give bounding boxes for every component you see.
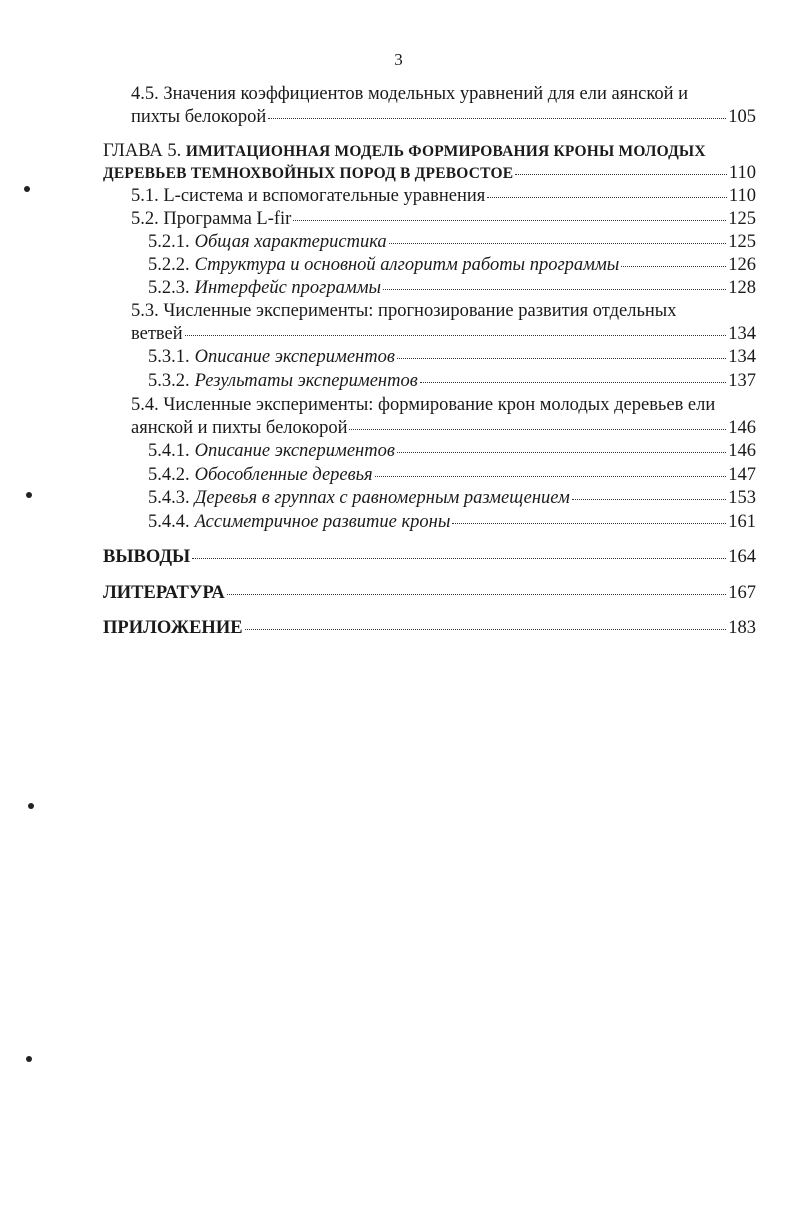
toc-entry-5-2[interactable] — [131, 208, 756, 230]
entry-title: Ассиметричное развитие кроны — [194, 512, 451, 532]
page-ref: 146 — [728, 418, 756, 438]
entry-number: 5.4.3. — [148, 488, 190, 508]
page-ref: 134 — [728, 347, 756, 367]
toc-entry-5-3[interactable] — [131, 323, 756, 345]
dot-leader — [452, 523, 726, 524]
chapter-prefix: ГЛАВА 5. — [103, 141, 182, 161]
dot-leader — [621, 266, 726, 267]
dot-leader — [420, 382, 727, 383]
toc-entry-5-3-2[interactable] — [148, 370, 756, 392]
page-ref: 146 — [728, 441, 756, 461]
toc-entry-5-4-2[interactable] — [148, 464, 756, 486]
page-ref: 147 — [728, 465, 756, 485]
entry-number: 5.4.2. — [148, 465, 190, 485]
entry-title: Результаты экспериментов — [194, 371, 418, 391]
page-ref: 125 — [728, 209, 756, 229]
page-ref: 153 — [728, 488, 756, 508]
entry-title: Описание экспериментов — [194, 441, 395, 461]
page-ref: 183 — [728, 618, 756, 638]
toc-entry-5-2-2[interactable] — [148, 254, 756, 276]
dot-leader — [268, 118, 726, 119]
entry-title-line2: аянской и пихты белокорой — [131, 418, 348, 438]
dot-leader — [375, 476, 727, 477]
page-ref: 134 — [728, 324, 756, 344]
dot-leader — [185, 335, 727, 336]
dot-leader — [192, 558, 726, 559]
entry-number: 5.3.1. — [148, 347, 190, 367]
toc-entry-5-1[interactable] — [131, 185, 756, 207]
entry-title: ЛИТЕРАТУРА — [103, 583, 225, 603]
dot-leader — [487, 197, 727, 198]
toc-chapter-5[interactable] — [103, 162, 756, 185]
dot-leader — [389, 243, 727, 244]
page-ref: 167 — [728, 583, 756, 603]
page-ref: 126 — [728, 255, 756, 275]
page-ref: 125 — [728, 232, 756, 252]
toc-entry-5-4-line1: 5.4. Численные эксперименты: формирование крон молодых деревьев ели — [131, 395, 716, 415]
entry-title: 5.2. Программа L-fir — [131, 209, 292, 229]
entry-title: 5.1. L-система и вспомогательные уравнения — [131, 186, 486, 206]
dot-leader — [227, 594, 727, 595]
entry-title: Обособленные деревья — [194, 465, 373, 485]
toc-conclusions[interactable] — [103, 546, 756, 568]
page-ref: 164 — [728, 547, 756, 567]
entry-number: 5.3.2. — [148, 371, 190, 391]
chapter-title-line2: ДЕРЕВЬЕВ ТЕМНОХВОЙНЫХ ПОРОД В ДРЕВОСТОЕ — [103, 165, 514, 182]
entry-title-line2: ветвей — [131, 324, 183, 344]
dot-leader — [572, 499, 726, 500]
page-ref: 137 — [728, 371, 756, 391]
chapter-title: ИМИТАЦИОННАЯ МОДЕЛЬ ФОРМИРОВАНИЯ КРОНЫ МОЛОДЫХ — [185, 143, 706, 160]
page-ref: 110 — [728, 163, 756, 183]
dot-leader — [349, 429, 726, 430]
page-ref: 110 — [728, 186, 756, 206]
toc-entry-5-2-1[interactable] — [148, 231, 756, 253]
entry-title: Описание экспериментов — [194, 347, 395, 367]
dot-leader — [397, 452, 726, 453]
page-ref: 128 — [728, 278, 756, 298]
dot-leader — [245, 629, 727, 630]
toc-entry-5-4-3[interactable] — [148, 487, 756, 509]
toc-entry-4-5-line1: 4.5. Значения коэффициентов модельных уравнений для ели аянской и — [131, 84, 689, 104]
toc-entry-5-3-line1: 5.3. Численные эксперименты: прогнозирование развития отдельных — [131, 301, 677, 321]
toc-appendix[interactable] — [103, 617, 756, 639]
toc-entry-4-5-line2: пихты белокорой — [131, 107, 267, 127]
entry-title: ПРИЛОЖЕНИЕ — [103, 618, 243, 638]
entry-title: Общая характеристика — [194, 232, 387, 252]
toc-chapter-5-line1 — [103, 140, 706, 163]
toc-literature[interactable] — [103, 582, 756, 604]
dot-leader — [293, 220, 726, 221]
entry-number: 5.2.2. — [148, 255, 190, 275]
entry-number: 5.4.4. — [148, 512, 190, 532]
entry-title: Деревья в группах с равномерным размещением — [194, 488, 570, 508]
entry-number: 5.2.3. — [148, 278, 190, 298]
entry-title: ВЫВОДЫ — [103, 547, 191, 567]
toc-entry-5-4-4[interactable] — [148, 511, 756, 533]
entry-number: 5.4.1. — [148, 441, 190, 461]
toc-entry-5-3-1[interactable] — [148, 346, 756, 368]
page-ref: 105 — [728, 107, 756, 127]
toc-entry-5-4[interactable] — [131, 417, 756, 439]
entry-title: Интерфейс программы — [194, 278, 382, 298]
entry-number: 5.2.1. — [148, 232, 190, 252]
dot-leader — [397, 358, 726, 359]
dot-leader — [515, 174, 727, 175]
binding-hole-mark — [26, 1056, 32, 1062]
dot-leader — [383, 289, 726, 290]
binding-hole-mark — [24, 186, 30, 192]
page-number: 3 — [394, 50, 403, 69]
toc-entry-5-4-1[interactable] — [148, 440, 756, 462]
binding-hole-mark — [28, 803, 34, 809]
toc-entry-4-5[interactable] — [131, 106, 756, 128]
entry-title: Структура и основной алгоритм работы программы — [194, 255, 620, 275]
binding-hole-mark — [26, 492, 32, 498]
page-ref: 161 — [728, 512, 756, 532]
toc-entry-5-2-3[interactable] — [148, 277, 756, 299]
